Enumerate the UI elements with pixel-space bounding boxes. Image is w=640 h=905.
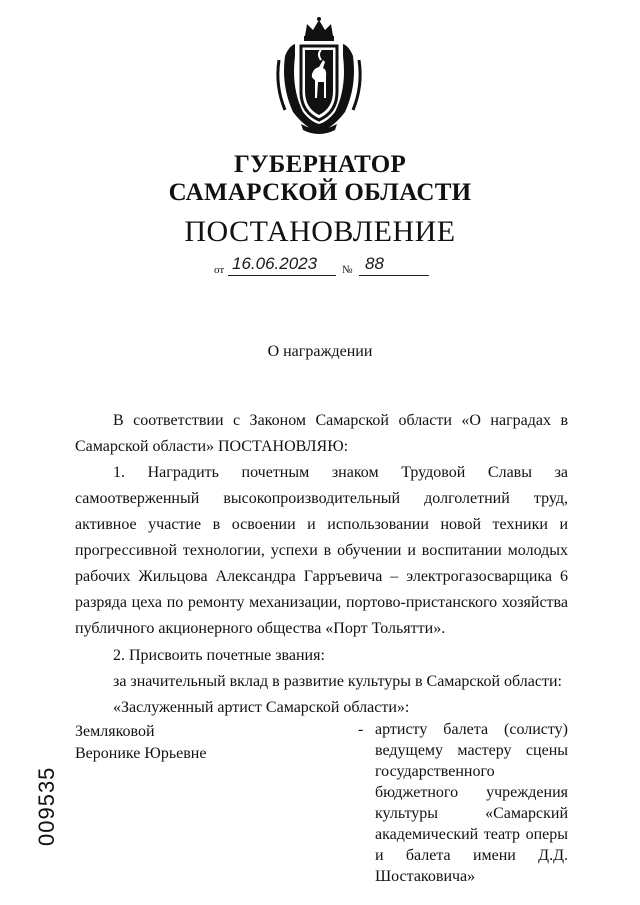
title-governor: ГУБЕРНАТОР bbox=[233, 151, 407, 178]
number-label: № bbox=[342, 264, 353, 276]
item2-title: «Заслуженный артист Самарской области»: bbox=[113, 699, 410, 716]
separator-dash: - bbox=[358, 721, 364, 738]
document-subject: О награждении bbox=[267, 343, 373, 360]
date-underline bbox=[228, 275, 336, 276]
title-region: САМАРСКОЙ ОБЛАСТИ bbox=[168, 179, 472, 206]
recipient-surname: Земляковой bbox=[75, 723, 155, 740]
date-number-line bbox=[214, 254, 444, 280]
samara-coat-of-arms-icon bbox=[271, 16, 367, 136]
recipient-name bbox=[75, 721, 275, 765]
recipient-given-names: Веронике Юрьевне bbox=[75, 745, 207, 762]
item2-paragraph: 2. Присвоить почетные звания: bbox=[113, 647, 325, 664]
intro-paragraph: В соответствии с Законом Самарской области «О наградах в Самарской области» ПОСТАНОВЛЯЮ: bbox=[75, 412, 568, 455]
from-label: от bbox=[214, 264, 225, 276]
number-underline bbox=[359, 275, 429, 276]
handwritten-date: 16.06.2023 bbox=[232, 254, 318, 273]
handwritten-number: 88 bbox=[365, 254, 384, 273]
serial-number: 009535 bbox=[34, 766, 59, 846]
item2-reason: за значительный вклад в развитие культуры в Самарской области: bbox=[113, 673, 562, 690]
document-type: ПОСТАНОВЛЕНИЕ bbox=[184, 215, 456, 248]
recipient-description: артисту балета (солисту) ведущему мастеру сцены государственного бюджетного учреждения культуры «Самарский академический театр оперы и балета имени Д.Д. Шостаковича» bbox=[375, 721, 568, 885]
item1-paragraph: 1. Наградить почетным знаком Трудовой Славы за самоотверженный высокопроизводительный долголетний труд, активное участие в освоении и использовании новой техники и прогрессивной технологии, успехи в обучении и воспитании молодых рабочих Жильцова Александра Гарръевича – электрогазосварщика 6 разряда цеха по ремонту механизации, портово-пристанского хозяйства публичного акционерного общества «Порт Тольятти». bbox=[75, 464, 568, 637]
